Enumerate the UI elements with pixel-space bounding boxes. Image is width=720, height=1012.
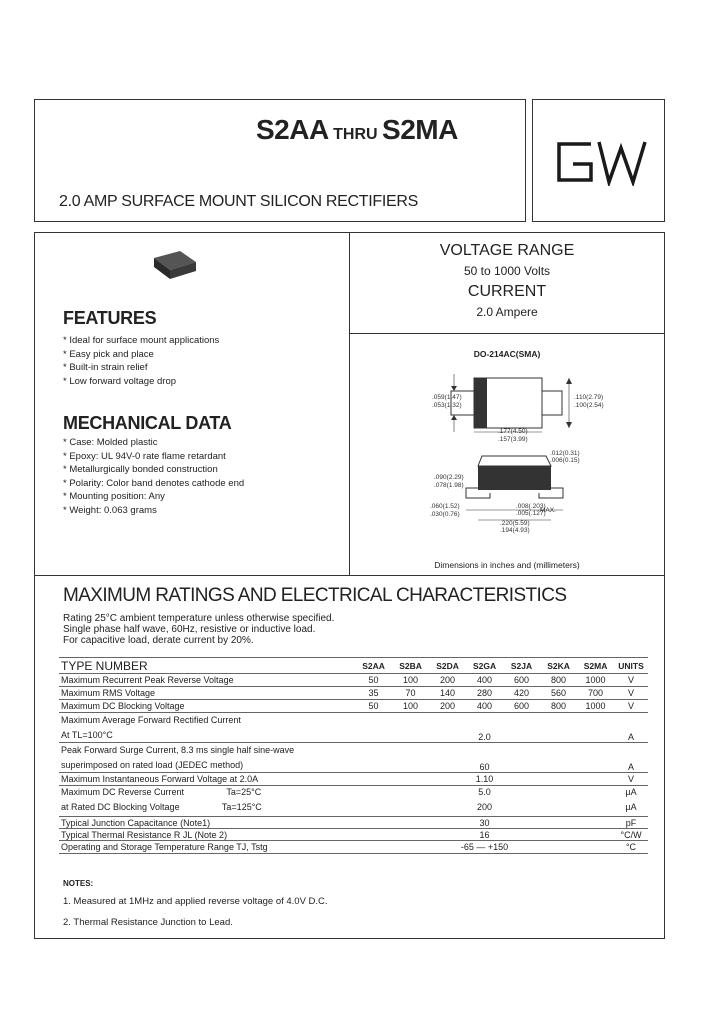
- table-row: Operating and Storage Temperature Range TJ, Tstg -65 — +150 °C: [59, 841, 648, 854]
- column-header: S2BA: [392, 658, 429, 674]
- logo: [553, 138, 647, 186]
- table-row: Maximum RMS Voltage 35 70 140 280 420 560 700 V: [59, 687, 648, 700]
- voltage-range-heading: VOLTAGE RANGE: [439, 242, 575, 259]
- column-header: UNITS: [614, 658, 648, 674]
- table-row: Maximum Instantaneous Forward Voltage at 2.0A 1.10 V: [59, 773, 648, 786]
- voltage-range-value: 50 to 1000 Volts: [463, 264, 551, 278]
- thru-label: THRU: [333, 126, 378, 143]
- mechanical-heading: MECHANICAL DATA: [63, 413, 232, 433]
- table-row: Peak Forward Surge Current, 8.3 ms single half sine-wave superimposed on rated load (JEDEC method) 60 A: [59, 743, 648, 773]
- package-drawing: [350, 362, 664, 557]
- list-item: * Polarity: Color band denotes cathode end: [63, 477, 245, 489]
- note-item: 2. Thermal Resistance Junction to Lead.: [63, 917, 233, 928]
- column-header: S2GA: [466, 658, 503, 674]
- list-item: * Ideal for surface mount applications: [63, 335, 220, 346]
- dim-label: .012(0.31): [550, 450, 580, 457]
- list-item: * Weight: 0.063 grams: [63, 504, 157, 516]
- dim-label: .053(1.32): [432, 402, 462, 409]
- list-item: * Easy pick and place: [63, 348, 154, 360]
- condition-line: Single phase half wave, 60Hz, resistive or inductive load.: [63, 624, 316, 635]
- dim-label: .060(1.52): [430, 503, 460, 510]
- column-header: S2AA: [355, 658, 392, 674]
- list-item: * Case: Molded plastic: [63, 437, 158, 448]
- max-ratings-heading: MAXIMUM RATINGS AND ELECTRICAL CHARACTERISTICS: [63, 585, 567, 606]
- component-photo: [150, 248, 200, 287]
- table-header-row: [59, 658, 648, 674]
- rating-conditions: [63, 613, 334, 646]
- table-row: Maximum Average Forward Rectified Current At TL=100°C 2.0 A: [59, 713, 648, 743]
- dim-label: .090(2.29): [434, 474, 464, 481]
- part-from: S2AA: [256, 114, 329, 145]
- column-header: S2MA: [577, 658, 614, 674]
- ratings-table: [59, 657, 648, 854]
- dim-label: .078(1.98): [434, 482, 464, 489]
- dimensions-caption: Dimensions in inches and (millimeters): [434, 560, 580, 570]
- mechanical-list: [63, 436, 244, 518]
- column-header: S2JA: [503, 658, 540, 674]
- type-number-label: TYPE NUMBER: [59, 658, 355, 674]
- part-range-title: [256, 114, 458, 146]
- dim-label: .008(.203): [516, 503, 546, 510]
- list-item: * Low forward voltage drop: [63, 375, 177, 387]
- features-heading: FEATURES: [63, 308, 157, 328]
- current-heading: CURRENT: [467, 283, 547, 300]
- table-row: at Rated DC Blocking Voltage Ta=125°C 200 µA: [61, 802, 637, 813]
- list-item: * Epoxy: UL 94V-0 rate flame retardant: [63, 450, 226, 462]
- features-list: [63, 334, 219, 388]
- dim-label: .110(2.79): [574, 394, 604, 401]
- table-row: Typical Thermal Resistance R JL (Note 2) 16 °C/W: [59, 829, 648, 841]
- current-value: 2.0 Ampere: [476, 305, 538, 319]
- table-row: Maximum DC Reverse Current Ta=25°C 5.0 µA: [59, 786, 648, 799]
- summary-divider: [349, 333, 665, 334]
- dim-label: .100(2.54): [574, 402, 604, 409]
- dim-label: .059(1.47): [432, 394, 462, 401]
- condition-line: For capacitive load, derate current by 20%.: [63, 635, 254, 646]
- part-to: S2MA: [382, 114, 458, 145]
- condition-line: Rating 25°C ambient temperature unless otherwise specified.: [63, 613, 335, 624]
- product-subtitle: 2.0 AMP SURFACE MOUNT SILICON RECTIFIERS: [59, 193, 419, 210]
- dim-label: .030(0.76): [430, 511, 460, 518]
- list-item: * Mounting position: Any: [63, 491, 165, 503]
- dim-label: .006(0.15): [550, 457, 580, 464]
- dim-label: .220(5.59): [500, 520, 530, 527]
- list-item: * Built-in strain relief: [63, 362, 148, 374]
- dim-label: .194(4.93): [500, 527, 530, 534]
- package-name: DO-214AC(SMA): [473, 349, 541, 359]
- table-row: Typical Junction Capacitance (Note1) 30 pF: [59, 817, 648, 829]
- list-item: * Metallurgically bonded construction: [63, 464, 218, 476]
- notes-heading: NOTES:: [63, 879, 94, 888]
- dim-label: MAX.: [540, 507, 556, 514]
- dim-label: .177(4.50): [498, 428, 528, 435]
- table-row: Maximum DC Blocking Voltage 50 100 200 400 600 800 1000 V: [59, 700, 648, 713]
- dim-label: .157(3.99): [498, 436, 528, 443]
- note-item: 1. Measured at 1MHz and applied reverse voltage of 4.0V D.C.: [63, 896, 328, 907]
- column-header: S2DA: [429, 658, 466, 674]
- dim-label: .005(.127): [516, 510, 546, 517]
- column-header: S2KA: [540, 658, 577, 674]
- table-row: Maximum Recurrent Peak Reverse Voltage 50 100 200 400 600 800 1000 V: [59, 674, 648, 687]
- section-divider: [34, 575, 665, 576]
